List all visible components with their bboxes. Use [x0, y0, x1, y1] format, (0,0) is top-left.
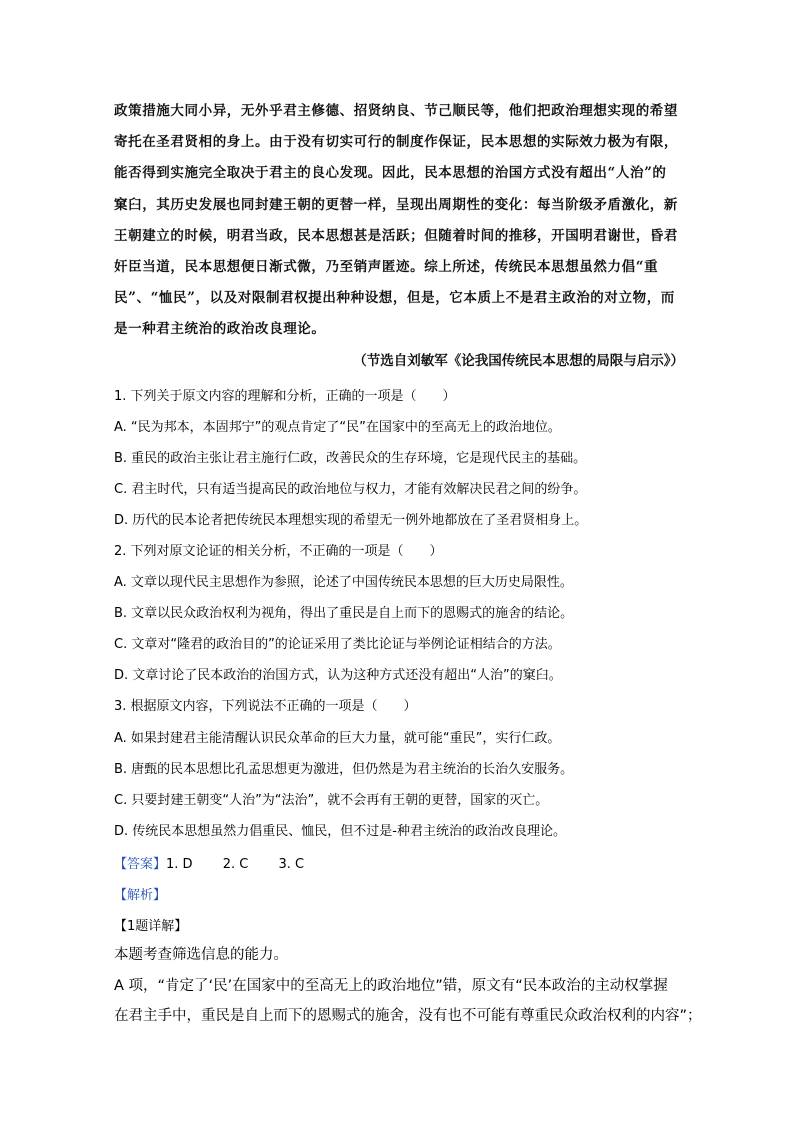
passage-line: 能否得到实施完全取决于君主的良心发现。因此，民本思想的治国方式没有超出“人治”的	[114, 165, 667, 182]
passage-line: 王朝建立的时候，明君当政，民本思想甚是活跃；但随着时间的推移，开国明君谢世，昏君	[114, 227, 678, 244]
answer-line	[114, 853, 304, 872]
analysis-line: 在君主手中，重民是自上而下的恩赐式的施舍，没有也不可能有尊重民众政治权利的内容”；	[114, 1008, 702, 1024]
analysis-line: A 项，“肯定了‘民’在国家中的至高无上的政治地位”错，原文有“民本政治的主动权掌握	[114, 977, 668, 994]
passage-line: 是一种君主统治的政治改良理论。	[114, 321, 326, 338]
answer-values: 1. D 2. C 3. C	[166, 857, 305, 872]
passage-line: 寄托在圣君贤相的身上。由于没有切实可行的制度作保证，民本思想的实际效力极为有限，	[114, 134, 678, 151]
passage-line: 窠臼，其历史发展也同封建王朝的更替一样，呈现出周期性的变化：每当阶级矛盾激化，新	[114, 196, 678, 213]
question-3-option-d: D. 传统民本思想虽然力倡重民、恤民，但不过是-种君主统治的政治改良理论。	[114, 824, 566, 839]
question-2-option-a: A. 文章以现代民主思想作为参照，论述了中国传统民本思想的巨大历史局限性。	[114, 575, 573, 590]
passage-line: 奸臣当道，民本思想便日渐式微，乃至销声匿迹。综上所述，传统民本思想虽然力倡“重	[114, 258, 659, 275]
question-1-stem: 1. 下列关于原文内容的理解和分析，正确的一项是（ ）	[114, 389, 456, 404]
question-3-option-a: A. 如果封建君主能清醒认识民众革命的巨大力量，就可能“重民”，实行仁政。	[114, 731, 561, 746]
answer-tag: 【答案】	[114, 857, 167, 872]
question-1-option-b: B. 重民的政治主张让君主施行仁政，改善民众的生存环境，它是现代民主的基础。	[114, 451, 587, 466]
analysis-line: 本题考查筛选信息的能力。	[114, 947, 288, 963]
analysis-tag: 【解析】	[114, 888, 167, 903]
passage-text	[114, 96, 682, 346]
question-3-stem: 3. 根据原文内容，下列说法不正确的一项是（ ）	[114, 699, 417, 714]
question-1-option-d: D. 历代的民本论者把传统民本理想实现的希望无一例外地都放在了圣君贤相身上。	[114, 513, 588, 528]
question-1-option-c: C. 君主时代，只有适当提高民的政治地位与权力，才能有效解决民君之间的纷争。	[114, 482, 587, 497]
analysis-subtag: 【1题详解】	[114, 919, 188, 934]
question-2-option-b: B. 文章以民众政治权利为视角，得出了重民是自上而下的恩赐式的施舍的结论。	[114, 606, 574, 621]
passage-line: 政策措施大同小异，无外乎君主修德、招贤纳良、节己顺民等，他们把政治理想实现的希望	[114, 103, 678, 119]
question-2-stem: 2. 下列对原文论证的相关分析，不正确的一项是（ ）	[114, 544, 443, 559]
passage-source: （节选自刘敏军《论我国传统民本思想的局限与启示》）	[353, 353, 684, 369]
question-2-option-c: C. 文章对“隆君的政治目的”的论证采用了类比论证与举例论证相结合的方法。	[114, 637, 561, 652]
question-3-option-c: C. 只要封建王朝变“人治”为“法治”，就不会再有王朝的更替，国家的灭亡。	[114, 793, 549, 808]
question-2-option-d: D. 文章讨论了民本政治的治国方式，认为这种方式还没有超出“人治”的窠臼。	[114, 668, 562, 683]
question-3-option-b: B. 唐甄的民本思想比孔孟思想更为激进，但仍然是为君主统治的长治久安服务。	[114, 762, 574, 777]
passage-line: 民”、“恤民”，以及对限制君权提出种种设想，但是，它本质上不是君主政治的对立物，而	[114, 290, 675, 307]
question-1-option-a: A. “民为邦本，本固邦宁”的观点肯定了“民”在国家中的至高无上的政治地位。	[114, 420, 561, 435]
analysis-body	[114, 940, 702, 1032]
